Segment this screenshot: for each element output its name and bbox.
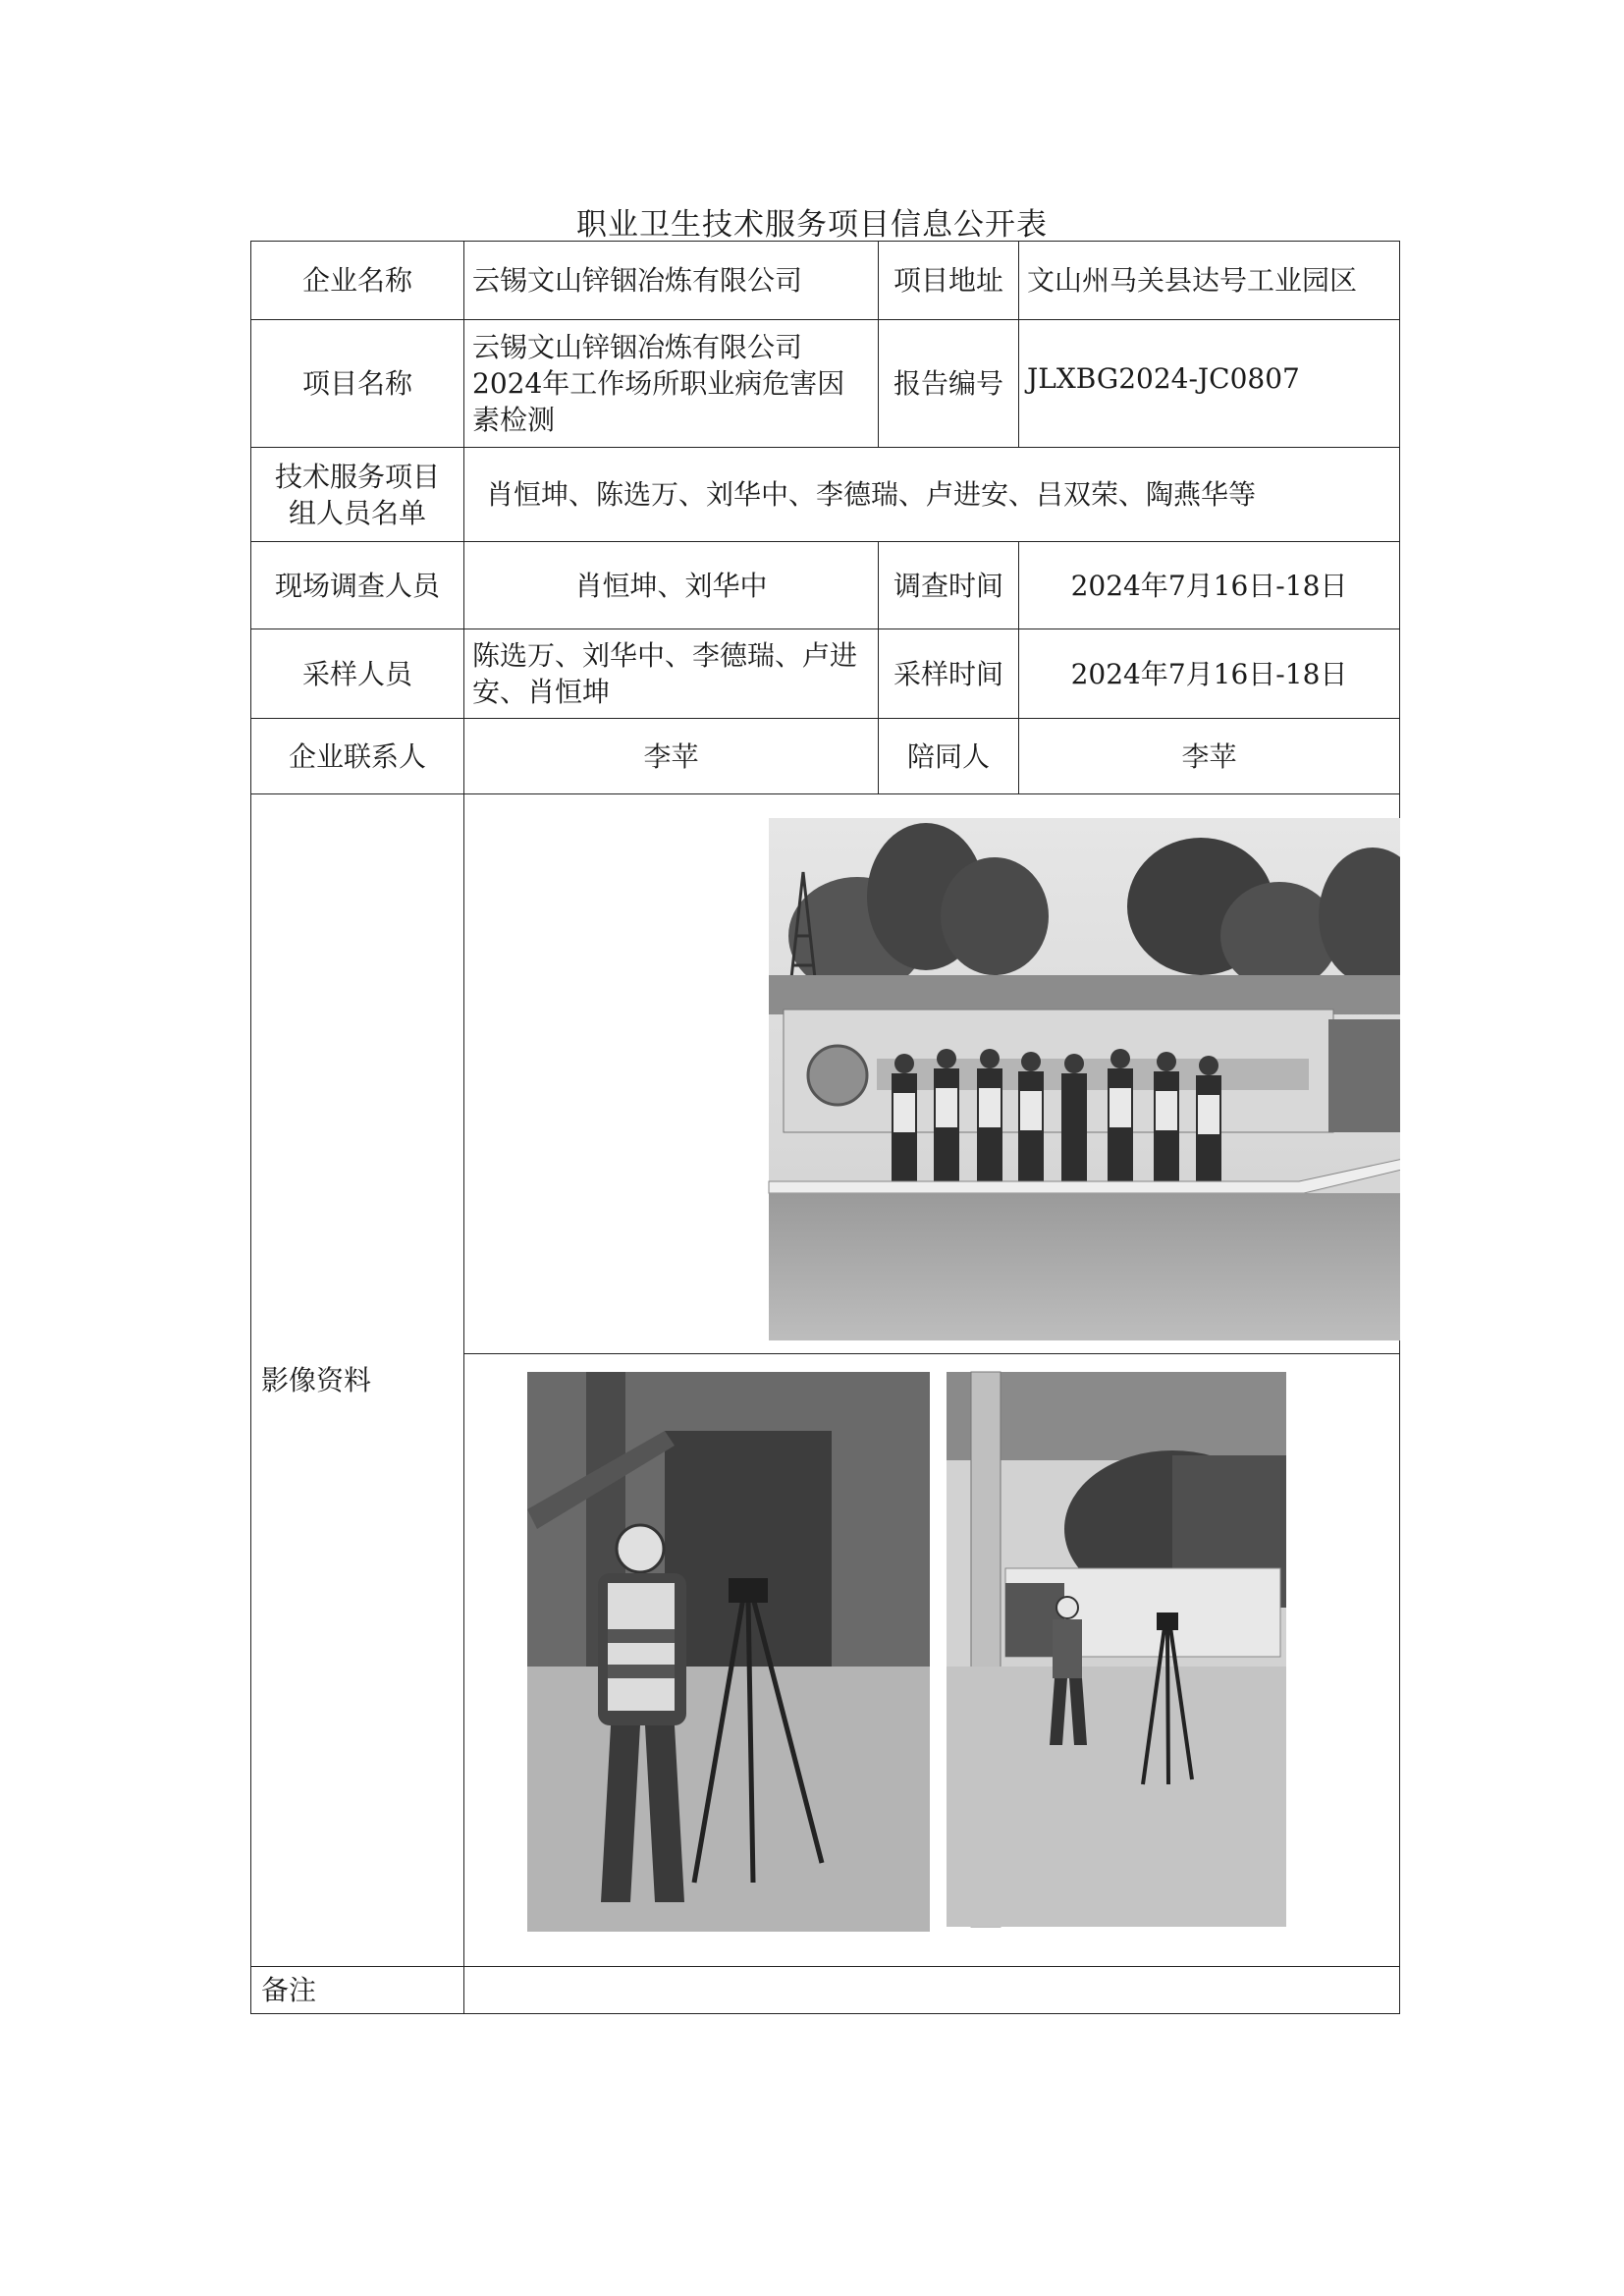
team-label xyxy=(251,448,464,542)
survey-staff-value: 肖恒坤、刘华中 xyxy=(464,542,879,629)
companion-label: 陪同人 xyxy=(879,719,1019,794)
company-value: 云锡文山锌铟冶炼有限公司 xyxy=(464,242,879,320)
row-company xyxy=(251,242,1400,320)
project-value-line-2: 2024年工作场所职业病危害因 xyxy=(472,367,845,400)
sampling-time-value: 2024年7月16日-18日 xyxy=(1019,629,1400,719)
row-images-top xyxy=(251,794,1400,1354)
row-sampling xyxy=(251,629,1400,719)
address-value: 文山州马关县达号工业园区 xyxy=(1019,242,1400,320)
project-value xyxy=(464,320,879,448)
sampling-staff-line-1: 陈选万、刘华中、李德瑞、卢进 xyxy=(472,639,858,672)
survey-time-label: 调查时间 xyxy=(879,542,1019,629)
row-notes xyxy=(251,1967,1400,2014)
group-photo-icon xyxy=(464,794,1400,1353)
company-label: 企业名称 xyxy=(251,242,464,320)
address-label: 项目地址 xyxy=(879,242,1019,320)
project-label: 项目名称 xyxy=(251,320,464,448)
images-label: 影像资料 xyxy=(251,794,464,1967)
project-value-line-1: 云锡文山锌铟冶炼有限公司 xyxy=(472,331,803,363)
info-table xyxy=(250,241,1400,2014)
sampling-staff-value xyxy=(464,629,879,719)
team-value: 肖恒坤、陈选万、刘华中、李德瑞、卢进安、吕双荣、陶燕华等 xyxy=(464,448,1400,542)
group-photo-cell xyxy=(464,794,1400,1354)
row-survey xyxy=(251,542,1400,629)
companion-value: 李苹 xyxy=(1019,719,1400,794)
page-title: 职业卫生技术服务项目信息公开表 xyxy=(576,207,1048,243)
contact-label: 企业联系人 xyxy=(251,719,464,794)
contact-value: 李苹 xyxy=(464,719,879,794)
row-contact xyxy=(251,719,1400,794)
survey-staff-label: 现场调查人员 xyxy=(251,542,464,629)
sampling-staff-label: 采样人员 xyxy=(251,629,464,719)
survey-time-value: 2024年7月16日-18日 xyxy=(1019,542,1400,629)
notes-value xyxy=(464,1967,1400,2014)
sampling-photos-cell xyxy=(464,1354,1400,1967)
sampling-photo-right-icon xyxy=(464,1354,1400,1966)
report-label: 报告编号 xyxy=(879,320,1019,448)
team-label-line-2: 组人员名单 xyxy=(288,496,426,529)
project-value-line-3: 素检测 xyxy=(472,404,556,436)
row-team xyxy=(251,448,1400,542)
sampling-time-label: 采样时间 xyxy=(879,629,1019,719)
team-label-line-1: 技术服务项目 xyxy=(274,460,440,493)
row-project xyxy=(251,320,1400,448)
sampling-staff-line-2: 安、肖恒坤 xyxy=(472,676,611,708)
notes-label: 备注 xyxy=(251,1967,464,2014)
report-value: JLXBG2024-JC0807 xyxy=(1019,320,1400,448)
